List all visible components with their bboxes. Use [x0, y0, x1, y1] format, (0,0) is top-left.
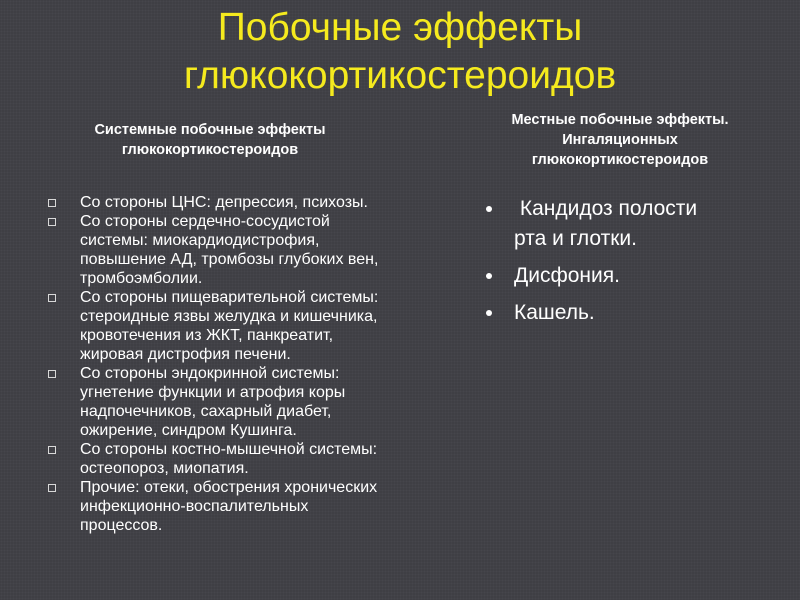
- systemic-effect-item: [48, 440, 463, 478]
- local-effect-item: [484, 298, 784, 328]
- item-line: Со стороны костно-мышечной системы:: [80, 441, 378, 458]
- item-line: жировая дистрофия печени.: [80, 346, 291, 363]
- slide-title-line-1: Побочные эффекты: [217, 6, 583, 49]
- systemic-effect-item: [48, 288, 463, 364]
- local-effect-item: [484, 261, 784, 291]
- round-bullet-icon: [486, 310, 492, 316]
- hollow-square-icon: [48, 446, 56, 454]
- item-line: Прочие: отеки, обострения хронических: [80, 479, 378, 496]
- item-line: надпочечников, сахарный диабет,: [80, 403, 332, 420]
- hollow-square-icon: [48, 484, 56, 492]
- item-line: повышение АД, тромбозы глубоких вен,: [80, 251, 379, 268]
- round-bullet-icon: [486, 273, 492, 279]
- local-heading-line-2: Ингаляционных: [562, 132, 678, 148]
- systemic-effect-item: [48, 364, 463, 440]
- slide-title: [0, 4, 800, 100]
- item-line: инфекционно-воспалительных: [80, 498, 309, 515]
- item-line: Со стороны ЦНС: депрессия, психозы.: [80, 194, 368, 211]
- systemic-heading-line-1: Системные побочные эффекты: [94, 122, 326, 138]
- slide-title-line-2: глюкокортикостероидов: [183, 54, 617, 97]
- systemic-effect-item: [48, 212, 463, 288]
- systemic-effects-list: [48, 193, 463, 535]
- item-line: рта и глотки.: [514, 227, 637, 250]
- hollow-square-icon: [48, 294, 56, 302]
- systemic-effect-item: [48, 193, 463, 212]
- item-line: тромбоэмболии.: [80, 270, 203, 287]
- item-line: кровотечения из ЖКТ, панкреатит,: [80, 327, 334, 344]
- local-heading-line-1: Местные побочные эффекты.: [511, 112, 729, 128]
- systemic-effects-heading: [30, 120, 390, 160]
- item-line: Кашель.: [514, 301, 595, 324]
- systemic-effect-item: [48, 478, 463, 535]
- item-line: системы: миокардиодистрофия,: [80, 232, 320, 249]
- round-bullet-icon: [486, 206, 492, 212]
- hollow-square-icon: [48, 218, 56, 226]
- item-line: ожирение, синдром Кушинга.: [80, 422, 297, 439]
- item-line: угнетение функции и атрофия коры: [80, 384, 346, 401]
- local-effects-heading: [455, 110, 785, 170]
- hollow-square-icon: [48, 199, 56, 207]
- local-effect-item: [484, 194, 784, 254]
- item-line: Со стороны эндокринной системы:: [80, 365, 340, 382]
- item-line: процессов.: [80, 517, 163, 534]
- local-effects-list: [484, 194, 784, 335]
- item-line: Со стороны сердечно-сосудистой: [80, 213, 330, 230]
- item-line: остеопороз, миопатия.: [80, 460, 249, 477]
- item-line: Кандидоз полости: [514, 197, 698, 220]
- item-line: Дисфония.: [514, 264, 620, 287]
- item-line: стероидные язвы желудка и кишечника,: [80, 308, 378, 325]
- item-line: Со стороны пищеварительной системы:: [80, 289, 379, 306]
- hollow-square-icon: [48, 370, 56, 378]
- systemic-heading-line-2: глюкокортикостероидов: [121, 142, 299, 158]
- local-heading-line-3: глюкокортикостероидов: [531, 152, 709, 168]
